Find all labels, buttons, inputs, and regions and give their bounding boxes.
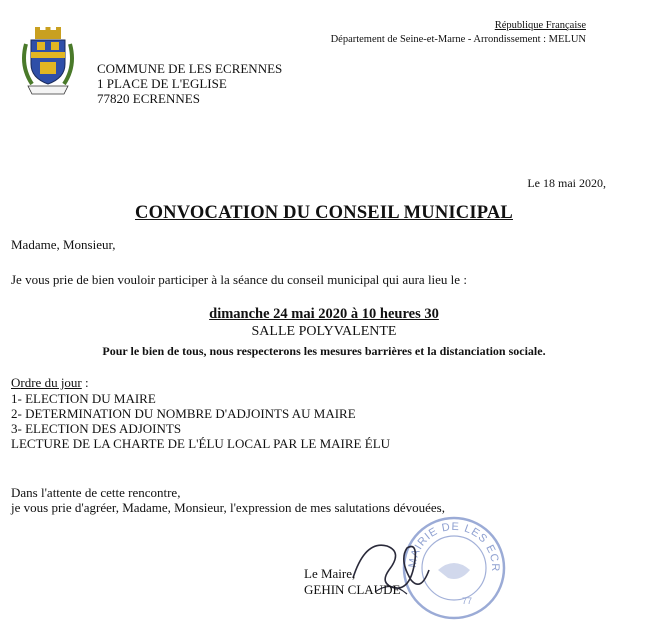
letter-date: Le 18 mai 2020, — [527, 176, 606, 190]
stamp-text: MAIRIE DE LES ECR — [406, 520, 502, 573]
department-label: Département de Seine-et-Marne - Arrondissement : MELUN — [330, 34, 586, 45]
coat-of-arms-logo — [18, 26, 78, 98]
salutation: Madame, Monsieur, — [11, 237, 116, 252]
signatory-name: GEHIN CLAUDE — [304, 582, 401, 597]
closing-line-1: Dans l'attente de cette rencontre, — [11, 485, 181, 500]
meeting-datetime: dimanche 24 mai 2020 à 10 heures 30 — [209, 306, 439, 322]
stamp-number: 77 — [462, 596, 473, 606]
page-title: CONVOCATION DU CONSEIL MUNICIPAL — [135, 203, 513, 223]
agenda-item: LECTURE DE LA CHARTE DE L'ÉLU LOCAL PAR LE MAIRE ÉLU — [11, 436, 391, 451]
agenda-heading-colon: : — [81, 375, 89, 390]
sanitary-notice: Pour le bien de tous, nous respecterons les mesures barrières et la distanciation sociale. — [102, 344, 546, 358]
agenda-item: 1- ELECTION DU MAIRE — [11, 391, 156, 406]
agenda-item: 3- ELECTION DES ADJOINTS — [11, 421, 182, 436]
agenda-heading-text: Ordre du jour — [11, 375, 82, 390]
commune-postcode: 77820 ECRENNES — [97, 91, 200, 106]
signatory-role: Le Maire, — [304, 566, 356, 581]
commune-address — [97, 61, 282, 106]
intro-text: Je vous prie de bien vouloir participer à la séance du conseil municipal qui aura lieu le : — [11, 272, 467, 287]
meeting-venue: SALLE POLYVALENTE — [251, 324, 397, 339]
commune-street: 1 PLACE DE L'EGLISE — [97, 76, 227, 91]
closing-line-2: je vous prie d'agréer, Madame, Monsieur, l'expression de mes salutations dévouées, — [11, 500, 445, 515]
republic-label: République Française — [494, 20, 586, 31]
agenda-list — [11, 391, 390, 451]
closing-paragraph — [11, 485, 445, 515]
agenda-heading — [11, 375, 89, 390]
commune-name: COMMUNE DE LES ECRENNES — [97, 61, 283, 76]
agenda-item: 2- DETERMINATION DU NOMBRE D'ADJOINTS AU MAIRE — [11, 406, 356, 421]
